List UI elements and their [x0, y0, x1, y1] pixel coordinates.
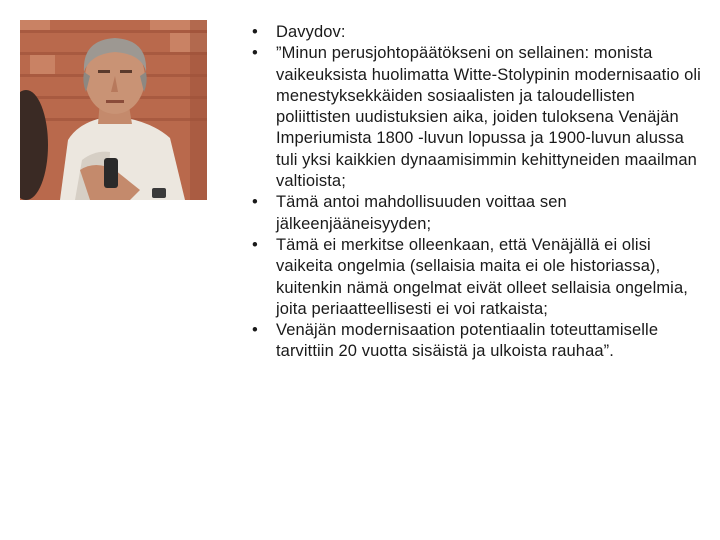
bullet-marker: • [252, 193, 258, 212]
bullet-item [248, 192, 703, 235]
bullet-text: Venäjän modernisaation potentiaalin toteuttamiselle tarvittiin 20 vuotta sisäistä ja ulkoista rauhaa”. [276, 321, 659, 361]
bullet-marker: • [252, 23, 258, 41]
bullet-text: Tämä ei merkitse olleenkaan, että Venäjällä ei olisi vaikeita ongelmia (sellaisia maita ei ole historiassa), kuitenkin nämä ongelmat eivät olleet sellaisia ongelmia, joita periaatteellisesti ei voi ratkaista; [276, 235, 688, 318]
bullet-marker: • [252, 235, 258, 254]
bullet-list [248, 22, 703, 363]
bullet-text: ”Minun perusjohtopäätökseni on sellainen: monista vaikeuksista huolimatta Witte-Stolypinin modernisaatio oli menestyksekkäiden sosiaalisten ja taloudellisten poliittisten uudistuksien aika, joiden tuloksena Venäjän Imperiumista 1800 -luvun lopussa ja 1900-luvun alussa tuli yksi kaikkien dynaamisimmin kehittyneiden maailman valtioista; [276, 44, 701, 191]
bullet-item [248, 320, 703, 363]
bullet-marker: • [252, 321, 258, 340]
portrait-photo [20, 20, 207, 200]
bullet-text: Davydov: [276, 23, 346, 41]
bullet-item [248, 235, 703, 320]
portrait-illustration [20, 20, 207, 200]
bullet-marker: • [252, 44, 258, 63]
bullet-text: Tämä antoi mahdollisuuden voittaa sen jälkeenjääneisyyden; [276, 193, 567, 233]
bullet-item [248, 43, 703, 192]
bullet-item [248, 22, 703, 43]
